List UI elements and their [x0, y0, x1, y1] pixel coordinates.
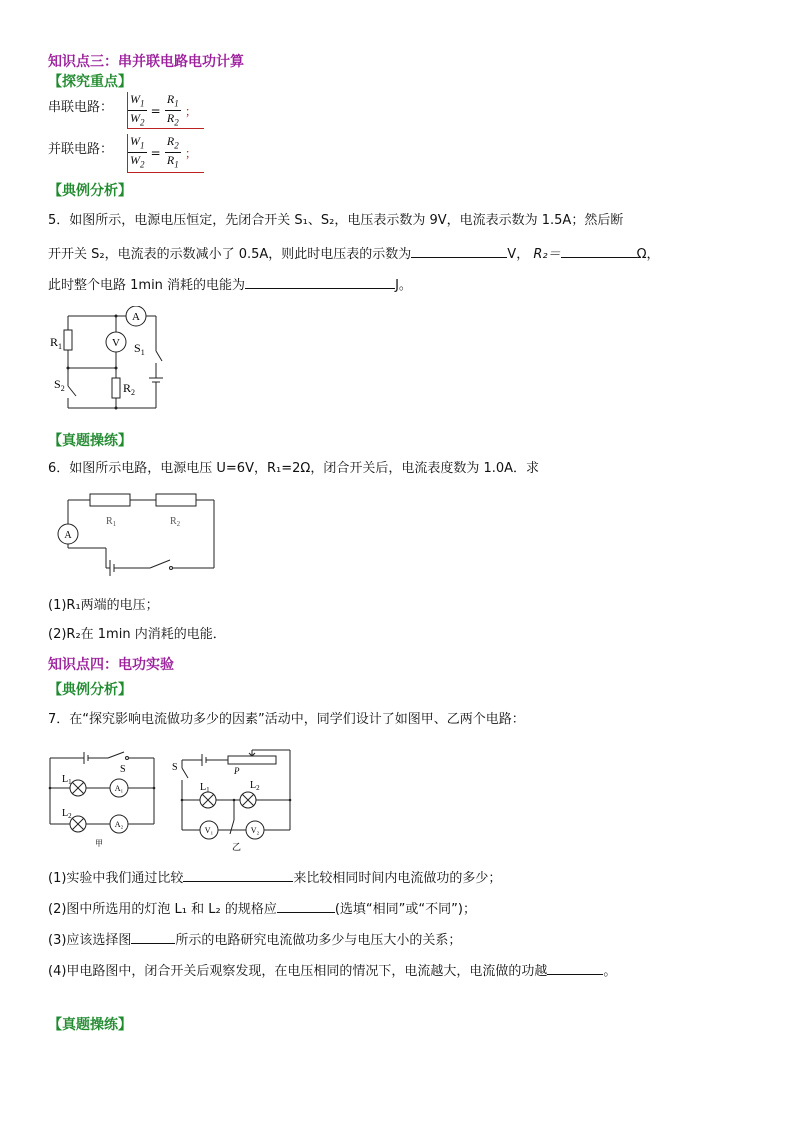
q6-sub-1: (1)R₁两端的电压； [48, 598, 159, 613]
svg-text:L1: $L_1$ [62, 774, 72, 786]
svg-text:P: P [234, 766, 240, 776]
series-formula: $\frac{W_1}{W_2}$ = $\frac{R_1}{R_2}$ ； [130, 92, 197, 128]
q7-sub-4: (4)甲电路图中，闭合开关后观察发现，在电压相同的情况下，电流越大，电流做的功越 。 [48, 960, 616, 981]
q5-circuit-diagram [48, 306, 178, 412]
example-heading-2: 【典例分析】 [48, 682, 132, 698]
svg-text:S: S [172, 762, 178, 773]
q7-sub-3: (3)应该选择图 所示的电路研究电流做功多少与电压大小的关系； [48, 929, 461, 950]
knowledge-point-3-title: 知识点三：串并联电路电功计算 [48, 54, 244, 70]
svg-text:A: A [64, 530, 72, 541]
parallel-label: 并联电路： [48, 142, 114, 157]
parallel-w-fraction: $\frac{W_1}{W_2}$ [130, 134, 145, 170]
series-r-fraction: $\frac{R_1}{R_2}$ [166, 92, 179, 128]
practice-heading-1: 【真题操练】 [48, 433, 132, 449]
svg-text:S: S [120, 764, 126, 775]
q7-circuit-a [44, 748, 162, 848]
knowledge-point-4-title: 知识点四：电功实验 [48, 657, 174, 673]
q7-sub-2: (2)图中所选用的灯泡 L₁ 和 L₂ 的规格应 (选填“相同”或“不同”)； [48, 898, 476, 919]
svg-text:乙: 乙 [232, 842, 242, 852]
q7-sub-1: (1)实验中我们通过比较 来比较相同时间内电流做功的多少； [48, 867, 501, 888]
q6-line-1: 6．如图所示电路，电源电压 U=6V，R₁=2Ω，闭合开关后，电流表度数为 1.0A．求 [48, 461, 540, 476]
svg-text:A₁: A₁ [114, 784, 124, 793]
parallel-formula: $\frac{W_1}{W_2}$ = $\frac{R_2}{R_1}$ ； [130, 134, 197, 170]
q5-blank-r2[interactable] [561, 243, 637, 258]
q5-line-2: 开开关 S₂，电流表的示数减小了 0.5A，则此时电压表的示数为 V， R₂＝ Ω， [48, 243, 660, 264]
series-w-fraction: $\frac{W_1}{W_2}$ [130, 92, 145, 128]
svg-text:R1: $R_1$ [50, 335, 63, 351]
practice-heading-2: 【真题操练】 [48, 1017, 132, 1033]
svg-text:S2: $S_2$ [54, 377, 65, 393]
q6-circuit-diagram [48, 490, 220, 580]
svg-text:A: A [132, 311, 140, 323]
focus-heading: 【探究重点】 [48, 74, 132, 90]
svg-text:L1: $L_1$ [200, 782, 210, 794]
q7-blank-2[interactable] [277, 898, 335, 913]
q7-blank-1[interactable] [183, 867, 293, 882]
svg-text:S1: $S_1$ [134, 341, 145, 357]
svg-text:R2: $R_2$ [170, 516, 181, 528]
svg-text:L2: $L_2$ [62, 808, 72, 820]
series-answer-box [127, 92, 204, 129]
q7-line-1: 7．在“探究影响电流做功多少的因素”活动中，同学们设计了如图甲、乙两个电路： [48, 712, 525, 727]
svg-text:V₂: V₂ [250, 826, 260, 835]
q7-blank-3[interactable] [131, 929, 175, 944]
example-heading-1: 【典例分析】 [48, 183, 132, 199]
svg-text:R2: $R_2$ [123, 381, 136, 397]
q5-line-1: 5．如图所示，电源电压恒定，先闭合开关 S₁、S₂，电压表示数为 9V，电流表示数为 1.5A；然后断 [48, 213, 624, 228]
q5-line-3: 此时整个电路 1min 消耗的电能为 J。 [48, 274, 412, 295]
svg-text:V₁: V₁ [204, 826, 214, 835]
parallel-r-fraction: $\frac{R_2}{R_1}$ [166, 134, 179, 170]
svg-text:V: V [112, 337, 120, 349]
svg-text:A₂: A₂ [114, 820, 124, 829]
q7-circuit-b [170, 744, 298, 854]
series-label: 串联电路： [48, 100, 114, 115]
q6-sub-2: (2)R₂在 1min 内消耗的电能． [48, 627, 226, 642]
q5-blank-energy[interactable] [245, 274, 395, 289]
svg-text:甲: 甲 [95, 839, 103, 848]
q5-blank-voltage[interactable] [411, 243, 507, 258]
svg-text:L2: $L_2$ [250, 780, 260, 792]
svg-text:R1: $R_1$ [106, 516, 117, 528]
parallel-answer-box [127, 134, 204, 173]
q7-blank-4[interactable] [547, 960, 603, 975]
